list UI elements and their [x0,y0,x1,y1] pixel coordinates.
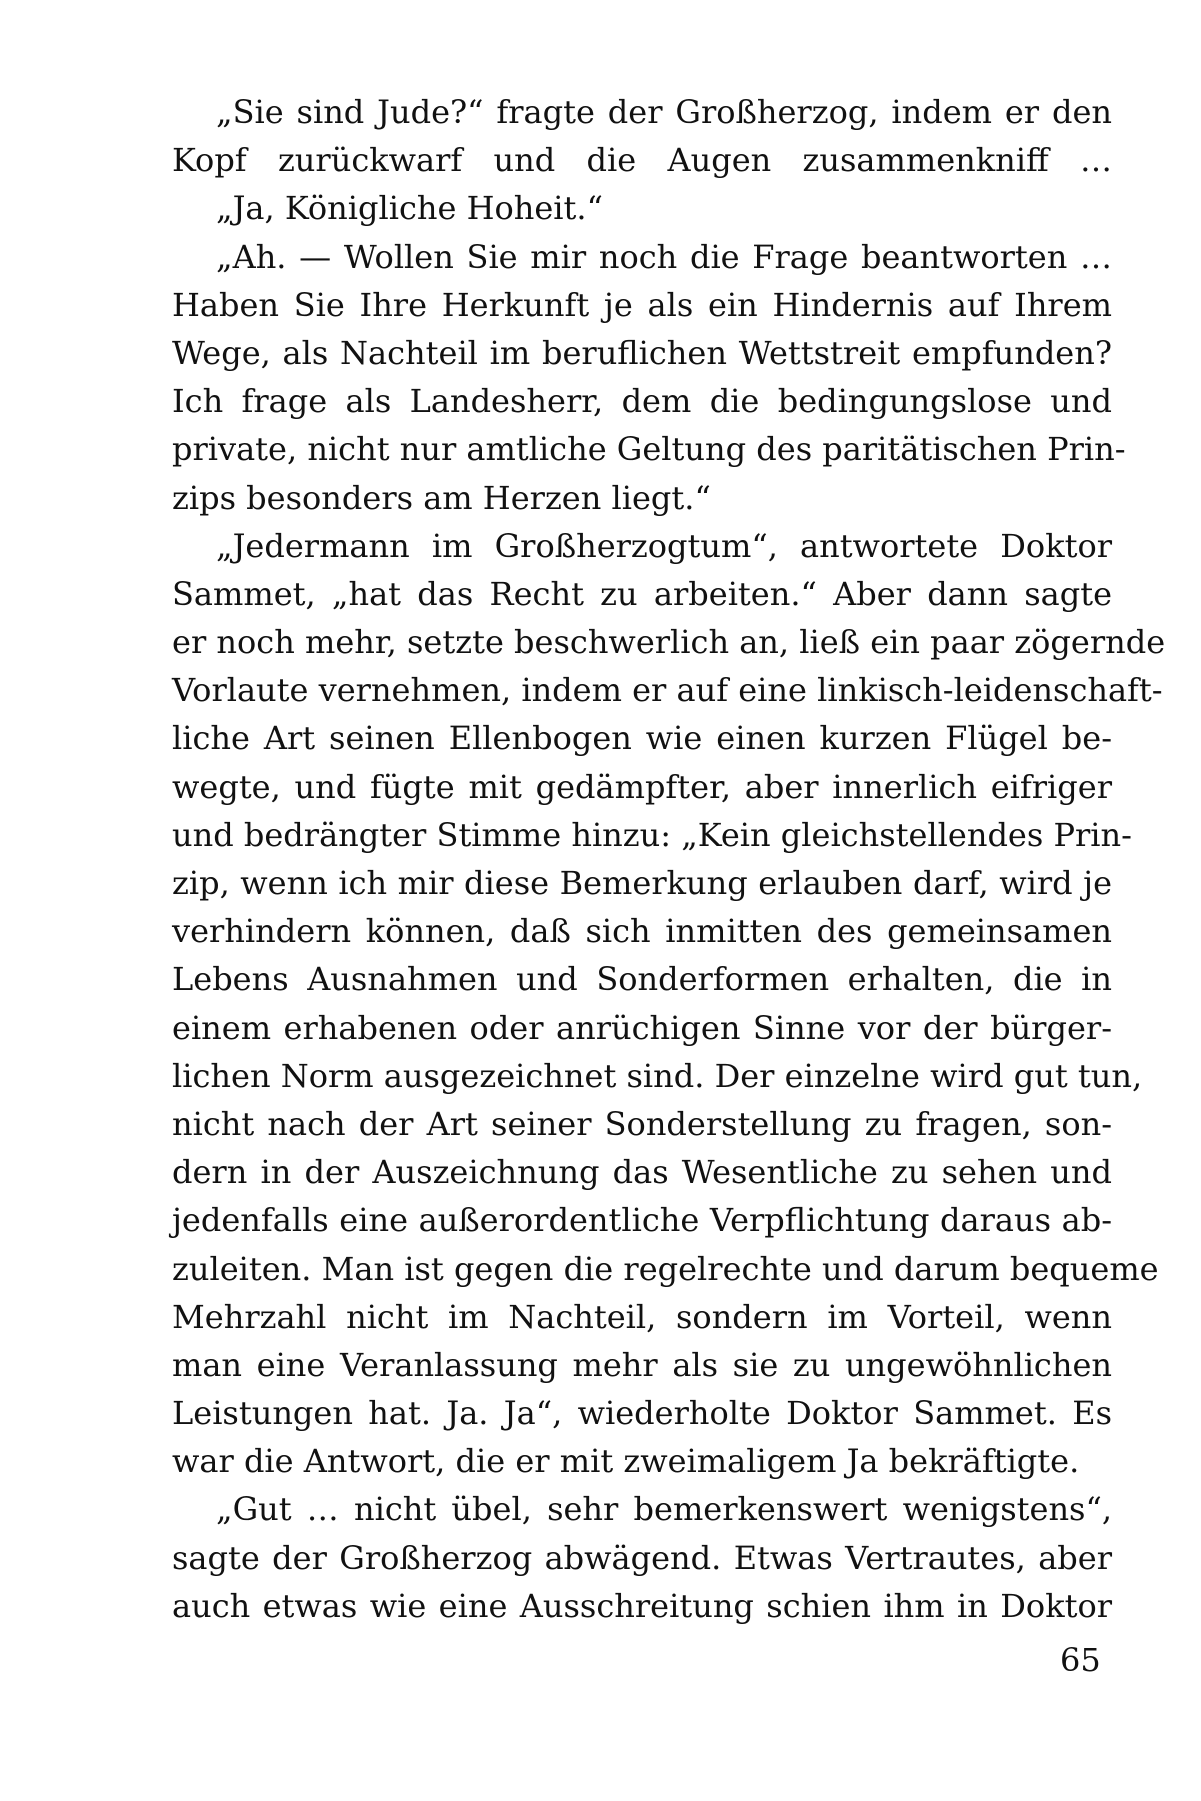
text-line: „Jedermann im Großherzogtum“, antwortete Doktor [216,526,1112,565]
text-line: jedenfalls eine außerordentliche Verpflichtung daraus ab- [172,1201,1112,1240]
text-line: war die Antwort, die er mit zweimaligem Ja bekräftigte. [172,1442,1080,1481]
text-line: Vorlaute vernehmen, indem er auf eine linkisch-leidenschaft- [172,671,1163,710]
text-line: sagte der Großherzog abwägend. Etwas Vertrautes, aber [172,1538,1112,1577]
text-line: „Sie sind Jude?“ fragte der Großherzog, indem er den [216,93,1112,131]
text-line: Wege, als Nachteil im beruflichen Wettstreit empfunden? [172,333,1112,372]
text-line: Ich frage als Landesherr, dem die bedingungslose und [172,382,1112,421]
text-line: private, nicht nur amtliche Geltung des paritätischen Prin- [172,430,1126,469]
text-line: zuleiten. Man ist gegen die regelrechte und darum bequeme [172,1249,1159,1288]
text-line: wegte, und fügte mit gedämpfter, aber innerlich eifriger [172,767,1112,806]
text-line: nicht nach der Art seiner Sonderstellung zu fragen, son- [172,1104,1112,1143]
text-line: er noch mehr, setzte beschwerlich an, ließ ein paar zögernde [172,623,1166,662]
text-line: man eine Veranlassung mehr als sie zu ungewöhnlichen [172,1345,1112,1384]
text-line: Kopf zurückwarf und die Augen zusammenkniff … [172,141,1112,180]
text-line: liche Art seinen Ellenbogen wie einen kurzen Flügel be- [172,719,1112,758]
text-line: einem erhabenen oder anrüchigen Sinne vor der bürger- [172,1008,1112,1047]
text-line: dern in der Auszeichnung das Wesentliche zu sehen und [172,1153,1112,1192]
text-line: zip, wenn ich mir diese Bemerkung erlauben darf, wird je [172,864,1112,902]
page-number: 65 [1060,1641,1101,1679]
text-line: lichen Norm ausgezeichnet sind. Der einzelne wird gut tun, [172,1056,1143,1095]
text-line: zips besonders am Herzen liegt.“ [172,478,711,517]
text-line: und bedrängter Stimme hinzu: „Kein gleichstellendes Prin- [172,815,1132,854]
text-body [172,88,1166,1630]
text-line: Lebens Ausnahmen und Sonderformen erhalten, die in [172,960,1112,999]
text-line: Leistungen hat. Ja. Ja“, wiederholte Doktor Sammet. Es [172,1394,1112,1433]
text-line: Haben Sie Ihre Herkunft je als ein Hindernis auf Ihrem [172,285,1112,324]
text-line: „Ah. — Wollen Sie mir noch die Frage beantworten … [216,237,1112,276]
text-line: Sammet, „hat das Recht zu arbeiten.“ Aber dann sagte [172,574,1112,613]
text-line: „Gut … nicht übel, sehr bemerkenswert wenigstens“, [216,1490,1112,1529]
text-line: „Ja, Königliche Hoheit.“ [216,189,603,228]
text-line: verhindern können, daß sich inmitten des gemeinsamen [172,912,1112,951]
text-line: Mehrzahl nicht im Nachteil, sondern im Vorteil, wenn [172,1297,1112,1336]
text-line: auch etwas wie eine Ausschreitung schien ihm in Doktor [172,1586,1112,1625]
